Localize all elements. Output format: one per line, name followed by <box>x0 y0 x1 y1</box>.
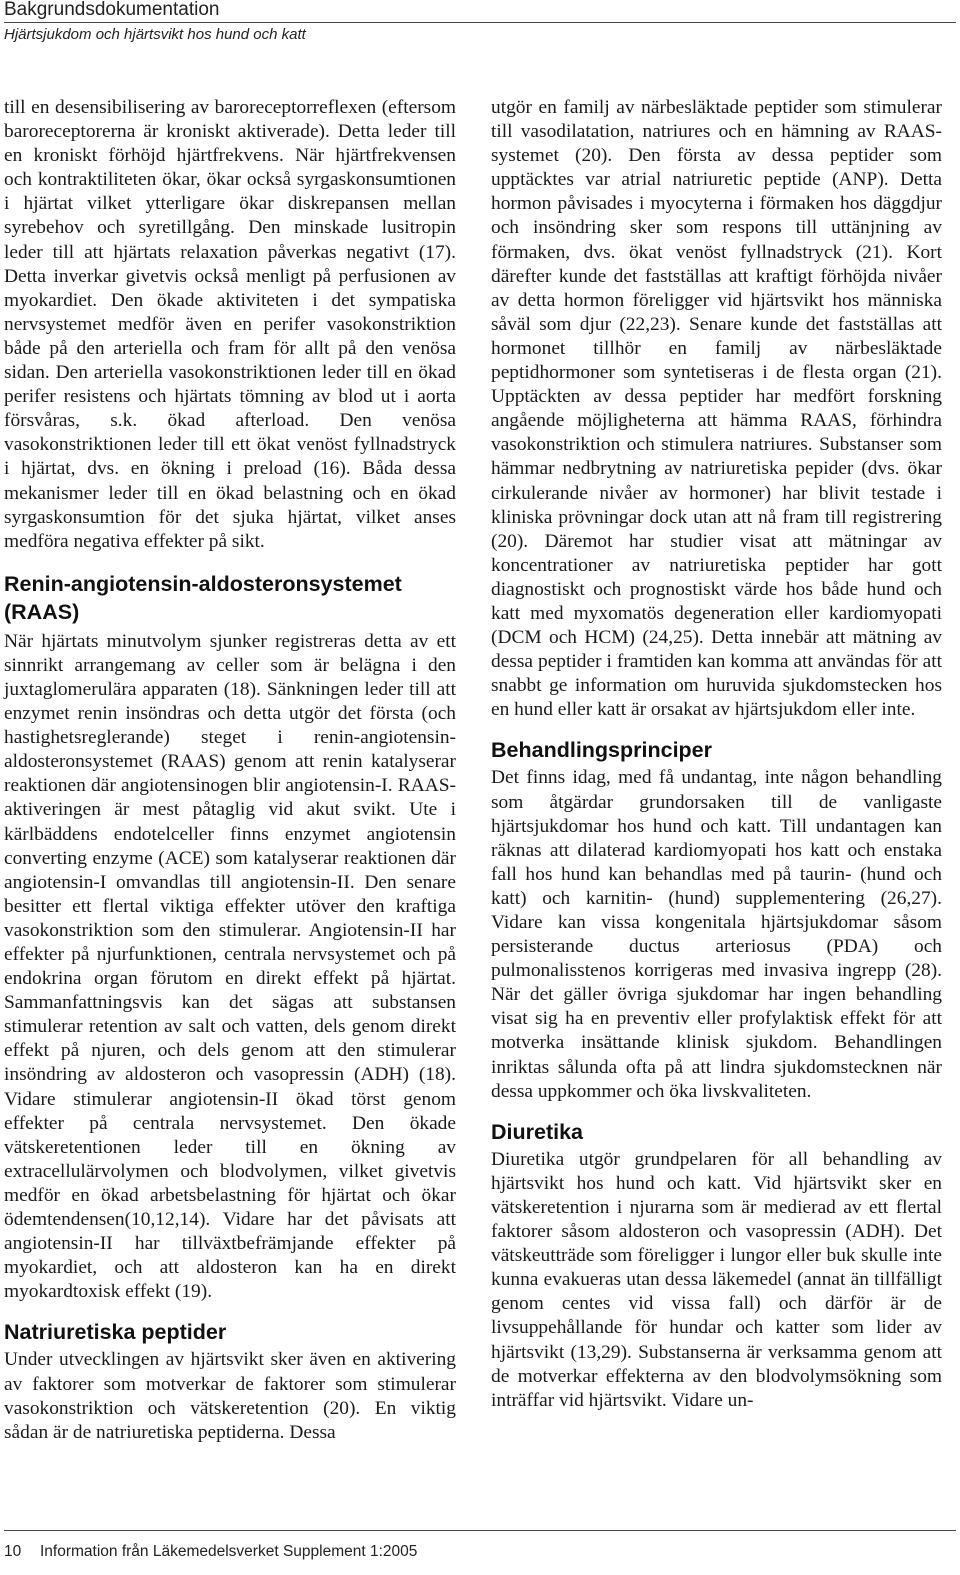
header-divider <box>4 22 956 23</box>
paragraph: Under utvecklingen av hjärtsvikt sker även en aktivering av faktorer som motverkar de faktorer som stimulerar vasokonstriktion och vätskeretention (20). En viktig sådan är de natriuretiska peptiderna. Dessa <box>4 1349 456 1443</box>
paragraph: Diuretika utgör grundpelaren för all behandling av hjärtsvikt hos hund och katt. Vid hjärtsvikt sker en vätskeretention i njurarna som är medierad av ett flertal faktorer såsom aldosteron och vasopressin (ADH). Det vätskeutträde som föreligger i lungor eller buk skulle inte kunna evakueras utan dessa läkemedel (annat än tillfälligt genom centes vid vissa fall) och därför är de livsuppehållande för hundar och katter som lider av hjärtsvikt (13,29). Substanserna är verksamma genom att de motverkar effekterna av den blodvolymsökning som inträffar vid hjärtsvikt. Vidare un- <box>491 1148 942 1411</box>
paragraph: Det finns idag, med få undantag, inte någon behandling som åtgärdar grundorsaken till de vanligaste hjärtsjukdomar hos hund och katt. Till undantagen kan räknas att dilaterad kardiomyopati hos katt och enstaka fall hos hund kan behandlas med på taurin- (hund och katt) och karnitin- (hund) supplementering (26,27). Vidare kan vissa kongenitala hjärtsjukdomar såsom persisterande ductus arteriosus (PDA) och pulmonalisstenos korrigeras med invasiva ingrepp (28). När det gäller övriga sjukdomar har ingen behandling visat sig ha en preventiv eller profylaktisk effekt för att motverka insättande klinisk sjukdom. Behandlingen inriktas sålunda ofta på att lindra sjukdomstecknen när dessa uppkommer och öka livskvaliteten. <box>491 767 942 1102</box>
paragraph: utgör en familj av närbesläktade peptider som stimulerar till vasodilatation, natriures och en hämning av RAAS-systemet (20). Den första av dessa peptider som upptäcktes var atrial natriuretic peptide (ANP). Detta hormon påvisades i myocyterna i förmaken hos däggdjur och insöndring sker som respons till uttänjning av förmaken, dvs. ökat venöst fyllnadstryck (21). Kort därefter kunde det fastställas att kraftigt förhöjda nivåer av detta hormon föreligger vid hjärtsvikt hos människa såväl som djur (22,23). Senare kunde det fastställas att hormonet tillhör en familj av närbesläktade peptidhormoner som syntetiseras i de flesta organ (21). Upptäckten av dessa peptider har medfört forskning angående möjligheterna att hämma RAAS, förhindra vasokonstriktion och stimulera natriures. Substanser som hämmar nedbrytning av natriuretiska pepider (dvs. ökar cirkulerande nivåer av hormoner) har blivit testade i kliniska prövningar dock utan att nå fram till registrering (20). Däremot har studier visat att mätningar av koncentrationer av natriuretiska peptider har gott diagnostiskt och prognostiskt värde hos både hund och katt med myxomatös degeneration eller kardiomyopati (DCM och HCM) (24,25). Detta innebär att mätning av dessa peptider i framtiden kan komma att användas för att snabbt ge information om huruvida sjukdomstecken hos en hund eller katt är orsakat av hjärtsjukdom eller inte. <box>491 97 942 721</box>
header-subtitle: Hjärtsjukdom och hjärtsvikt hos hund och katt <box>4 26 306 43</box>
right-column <box>491 96 942 1413</box>
page-footer <box>4 1543 417 1561</box>
footer-text: Information från Läkemedelsverket Supplement 1:2005 <box>40 1543 418 1560</box>
footer-divider <box>4 1530 956 1531</box>
header-title: Bakgrundsdokumentation <box>4 0 220 20</box>
paragraph: till en desensibilisering av baroreceptorreflexen (eftersom baroreceptorerna är kroniskt aktiverade). Detta leder till en kroniskt förhöjd hjärtfrekvens. När hjärtfrekvensen och kontraktiliteten ökar, ökar också syrgaskonsumtionen i hjärtat vilket ytterligare ökar diskrepansen mellan syrebehov och syretillgång. Den minskade lusitropin leder till att hjärtats relaxation påverkas negativt (17). Detta inverkar givetvis också menligt på perfusionen av myokardiet. Den ökade aktiviteten i det sympatiska nervsystemet medför även en perifer vasokonstriktion både på den arteriella och fram för allt på den venösa sidan. Den arteriella vasokonstriktionen leder till en ökad perifer resistens och hjärtats tömning av blod ut i aorta försvåras, s.k. ökad afterload. Den venösa vasokonstriktionen leder till ett ökat venöst fyllnadstryck i hjärtat, dvs. en ökning i preload (16). Båda dessa mekanismer leder till en ökad belastning och en ökad syrgaskonsumtion för det sjuka hjärtat, vilket anses medföra negativa effekter på sikt. <box>4 97 456 552</box>
section-heading-behandlingsprinciper: Behandlingsprinciper <box>491 738 713 763</box>
page-number: 10 <box>4 1543 22 1560</box>
section-heading-raas: Renin-angiotensin-aldosteronsystemet (RAAS) <box>4 571 402 624</box>
page-header <box>4 0 956 45</box>
section-heading-natriuretiska: Natriuretiska peptider <box>4 1320 227 1345</box>
left-column <box>4 96 456 1445</box>
paragraph: När hjärtats minutvolym sjunker registreras detta av ett sinnrikt arrangemang av celler som är belägna i den juxtaglomerulära apparaten (18). Sänkningen leder till att enzymet renin insöndras och detta utgör det första (och hastighetsreglerande) steget i renin-angiotensin-aldosteronsystemet (RAAS) genom att renin katalyserar reaktionen där angiotensinogen blir angiotensin-I. RAAS-aktiveringen är mest påtaglig vid akut svikt. Ute i kärlbäddens endotelceller finns enzymet angiotensin converting enzyme (ACE) som katalyserar reaktionen där angiotensin-I omvandlas till angiotensin-II. Den senare besitter ett flertal viktiga effekter utöver den kraftiga vasokonstriktion som den stimulerar. Angiotensin-II har effekter på njurfunktionen, centrala nervsystemet och på endokrina organ förutom en direkt effekt på hjärtat. Sammanfattningsvis kan det sägas att substansen stimulerar retention av salt och vatten, dels genom direkt effekt på njuren, och dels genom att den stimulerar insöndring av aldosteron och vasopressin (ADH) (18). Vidare stimulerar angiotensin-II ökad törst genom effekter på centrala nervsystemet. Den ökade vätskeretentionen leder till en ökning av extracellulärvolymen och blodvolymen, vilket givetvis medför en ökad arbetsbelastning för hjärtat och ökar ödemtendensen(10,12,14). Vidare har det påvisats att angiotensin-II har tillväxtbefrämjande effekter på myokardiet, och att aldosteron kan ha en direkt myokardtoxisk effekt (19). <box>4 630 456 1303</box>
section-heading-diuretika: Diuretika <box>491 1119 584 1144</box>
